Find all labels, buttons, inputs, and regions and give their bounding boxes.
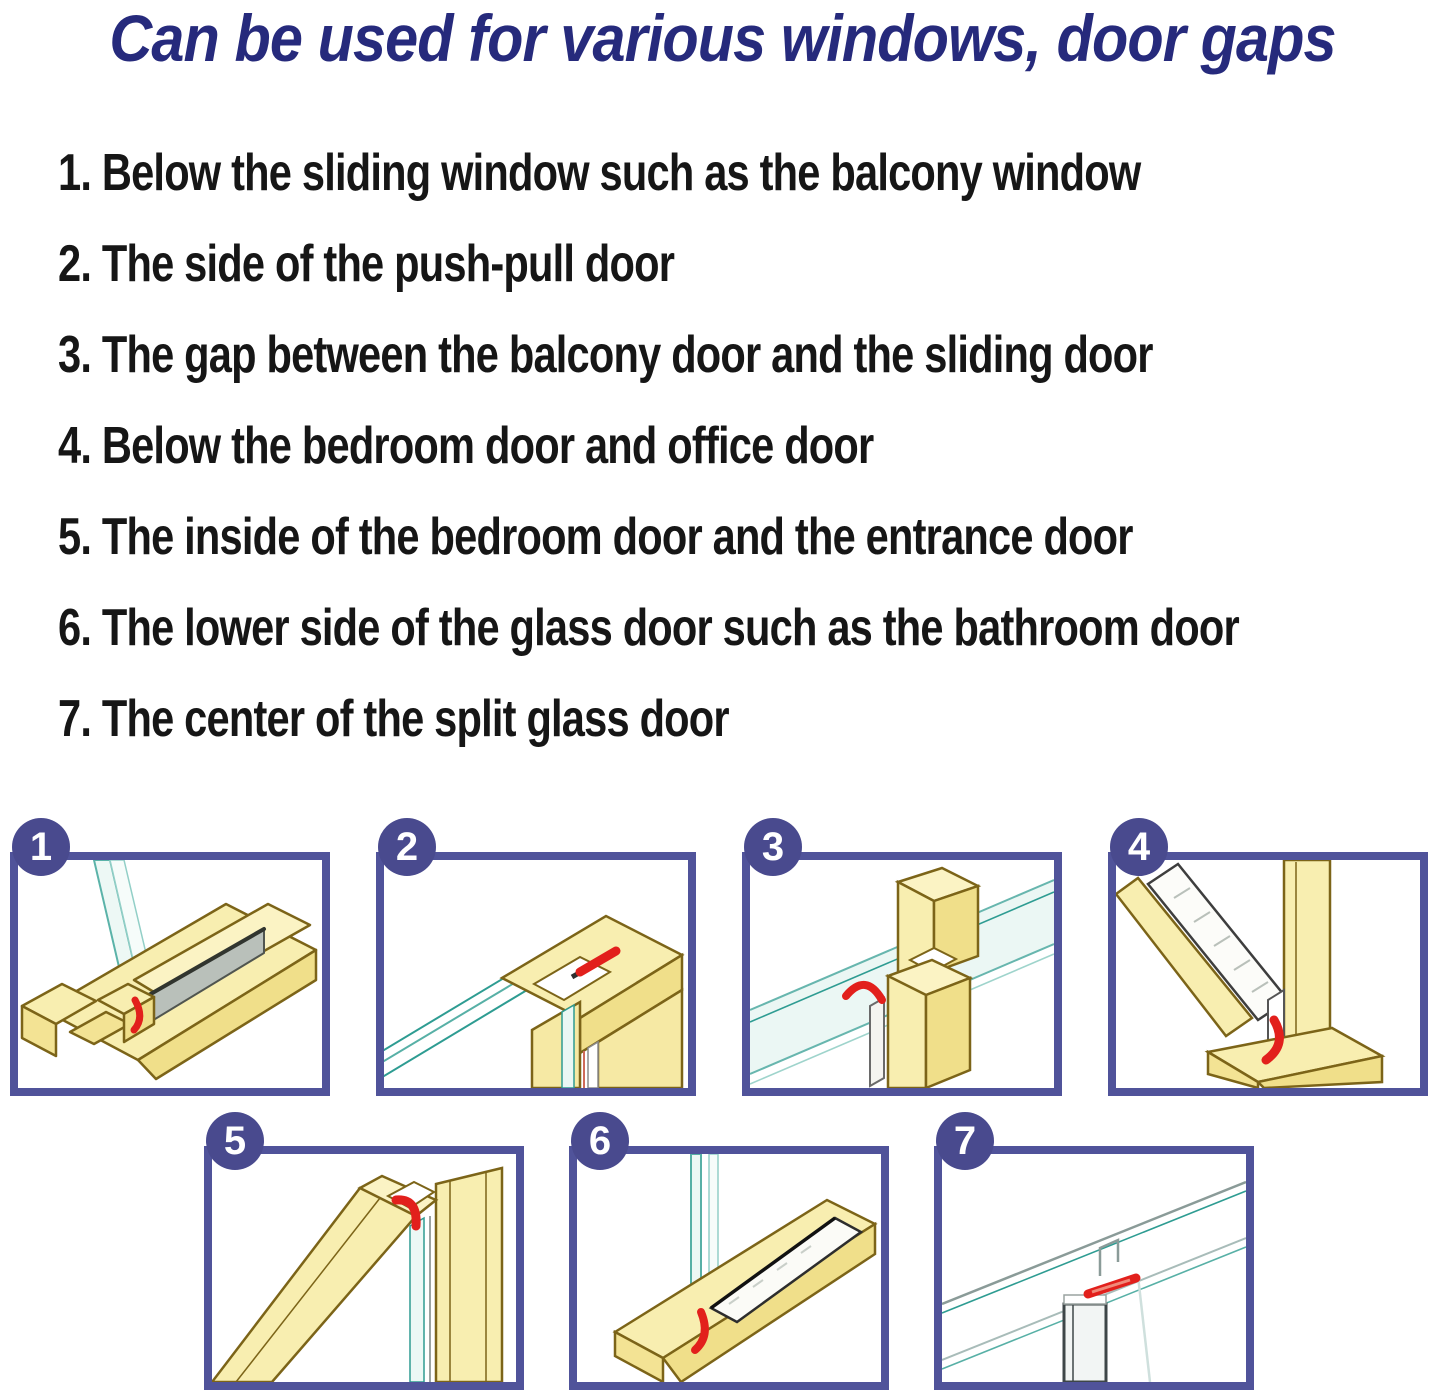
use-case-item-3: 3. The gap between the balcony door and the sliding door [58,326,1153,384]
panel-number-badge: 7 [936,1112,994,1170]
panel-number-badge: 3 [744,818,802,876]
bedroom-door-bottom-seal-icon [1116,860,1420,1088]
use-case-item-1: 1. Below the sliding window such as the balcony window [58,144,1141,202]
balcony-sliding-door-gap-seal-icon [750,860,1054,1088]
page-title: Can be used for various windows, door gaps [109,1,1336,75]
panel-2 [376,824,696,1096]
split-glass-door-center-seal-icon [942,1154,1246,1382]
glass-door-lower-side-seal-icon [577,1154,881,1382]
use-case-item-2: 2. The side of the push-pull door [58,235,675,293]
push-pull-door-side-seal-icon [384,860,688,1088]
use-case-item-7: 7. The center of the split glass door [58,690,729,748]
panel-7 [934,1118,1254,1390]
use-case-item-5: 5. The inside of the bedroom door and the entrance door [58,508,1133,566]
use-case-item-4: 4. Below the bedroom door and office door [58,417,874,475]
panel-3 [742,824,1062,1096]
use-case-item-6: 6. The lower side of the glass door such as the bathroom door [58,599,1239,657]
bedroom-entrance-door-inside-seal-icon [212,1154,516,1382]
panel-number-badge: 1 [12,818,70,876]
use-case-list [58,146,1445,783]
panel-number-badge: 5 [206,1112,264,1170]
panel-1 [10,824,330,1096]
panel-6 [569,1118,889,1390]
panel-number-badge: 2 [378,818,436,876]
sliding-window-sill-seal-icon [18,860,322,1088]
panel-number-badge: 6 [571,1112,629,1170]
panel-number-badge: 4 [1110,818,1168,876]
panel-5 [204,1118,524,1390]
panel-4 [1108,824,1428,1096]
